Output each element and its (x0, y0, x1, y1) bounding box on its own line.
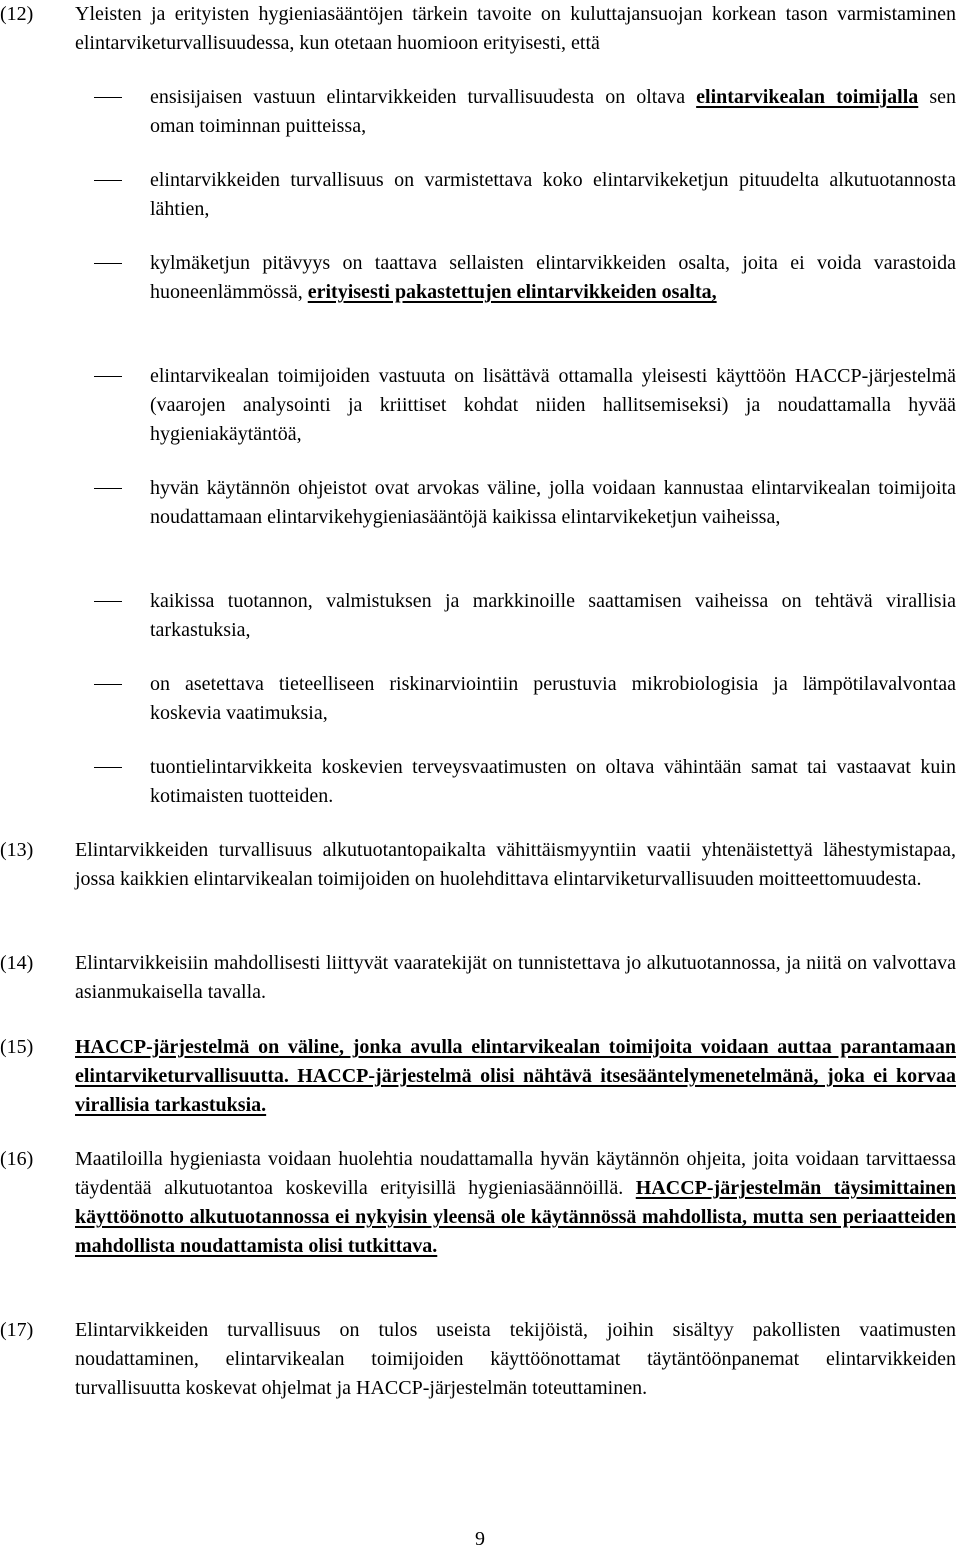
dash-icon (94, 376, 122, 377)
bullet-text-plain: sen oman toiminnan puitteissa, (150, 86, 956, 137)
bullet-text-plain: ensisijaisen vastuun elintarvikkeiden turvallisuudesta on oltava (150, 86, 697, 108)
dash-icon (94, 488, 122, 489)
dash-icon (94, 263, 122, 264)
paragraph-14 (0, 949, 956, 1007)
bullet-text-emphasis: erityisesti pakastettujen elintarvikkeiden osalta, (307, 281, 717, 303)
bullet-text-emphasis: elintarvikealan toimijalla (696, 86, 919, 108)
bullet-item (0, 753, 956, 811)
paragraph-text: Yleisten ja erityisten hygieniasääntöjen tärkein tavoite on kuluttajansuojan korkean tason varmistaminen elintarviketurvallisuudessa, kun otetaan huomioon erityisesti, että (75, 3, 956, 54)
bullet-text-plain: kaikissa tuotannon, valmistuksen ja markkinoille saattamisen vaiheissa on tehtävä virallisia tarkastuksia, (150, 590, 956, 641)
paragraph-12 (0, 0, 956, 58)
paragraph-text: Elintarvikkeiden turvallisuus on tulos useista tekijöistä, joihin sisältyy pakollisten vaatimusten noudattaminen, elintarvikealan toimijoiden käyttöönottamat täytäntöönpanemat elintarvikkeiden turvallisuutta koskevat ohjelmat ja HACCP-järjestelmän toteuttaminen. (75, 1319, 956, 1399)
paragraph-text (75, 1145, 956, 1261)
bullet-text (150, 670, 956, 728)
bullet-item (0, 587, 956, 645)
bullet-item (0, 670, 956, 728)
paragraph-17 (0, 1316, 956, 1403)
page-number: 9 (475, 1528, 485, 1550)
bullet-text (150, 166, 956, 224)
bullet-item (0, 362, 956, 449)
paragraph-text-plain: Maatiloilla hygieniasta voidaan huolehtia noudattamalla hyvän käytännön ohjeita, joita voidaan tarvittaessa täydentää alkutuotantoa koskevilla erityisillä hygieniasäännöillä. (75, 1148, 956, 1199)
bullet-item (0, 83, 956, 141)
bullet-text (150, 587, 956, 645)
paragraph-text-emphasis: HACCP-järjestelmä on väline, jonka avulla elintarvikealan toimijoita voidaan auttaa parantamaan elintarviketurvallisuutta. HACCP-järjestelmä olisi nähtävä itsesääntelymenetelmänä, joka ei korvaa virallisia tarkastuksia. (75, 1036, 956, 1116)
bullet-text-plain: hyvän käytännön ohjeistot ovat arvokas väline, jolla voidaan kannustaa elintarvikealan toimijoita noudattamaan elintarvikehygieniasääntöjä kaikissa elintarvikeketjun vaiheissa, (150, 477, 956, 528)
bullet-text-plain: elintarvikealan toimijoiden vastuuta on lisättävä ottamalla yleisesti käyttöön HACCP-järjestelmä (vaarojen analysointi ja kriittiset kohdat niiden hallitsemiseksi) ja noudattamalla hyvää hygieniakäytäntöä, (150, 365, 956, 445)
dash-icon (94, 767, 122, 768)
paragraph-text: Elintarvikkeiden turvallisuus alkutuotantopaikalta vähittäismyyntiin vaatii yhtenäistettyä lähestymistapaa, jossa kaikkien elintarvikealan toimijoiden on huolehdittava elintarviketurvallisuuden moitteettomuudesta. (75, 839, 956, 890)
bullet-text (150, 83, 956, 141)
paragraph-16 (0, 1145, 956, 1261)
dash-icon (94, 180, 122, 181)
paragraph-text (75, 1033, 956, 1120)
bullet-text-plain: kylmäketjun pitävyys on taattava sellaisten elintarvikkeiden osalta, joita ei voida varastoida huoneenlämmössä, (150, 252, 956, 303)
paragraph-text: Elintarvikkeisiin mahdollisesti liittyvät vaaratekijät on tunnistettava jo alkutuotannossa, ja niitä on valvottava asianmukaisella tavalla. (75, 952, 956, 1003)
bullet-text-plain: elintarvikkeiden turvallisuus on varmistettava koko elintarvikeketjun pituudelta alkutuotannosta lähtien, (150, 169, 956, 220)
paragraph-15 (0, 1033, 956, 1120)
paragraph-number: (16) (0, 1148, 34, 1170)
paragraph-number: (13) (0, 839, 34, 861)
dash-icon (94, 97, 122, 98)
bullet-text (150, 249, 956, 307)
bullet-text-plain: on asetettava tieteelliseen riskinarviointiin perustuvia mikrobiologisia ja lämpötilavalvontaa koskevia vaatimuksia, (150, 673, 956, 724)
paragraph-number: (17) (0, 1319, 34, 1341)
bullet-text (150, 474, 956, 532)
bullet-item (0, 474, 956, 532)
paragraph-number: (15) (0, 1036, 34, 1058)
dash-icon (94, 684, 122, 685)
bullet-item (0, 249, 956, 307)
paragraph-13 (0, 836, 956, 894)
bullet-item (0, 166, 956, 224)
paragraph-text-emphasis: HACCP-järjestelmän täysimittainen käyttöönotto alkutuotannossa ei nykyisin yleensä ole käytännössä mahdollista, mutta sen periaatteiden mahdollista noudattamista olisi tutkittava. (75, 1177, 956, 1257)
bullet-text (150, 753, 956, 811)
bullet-text-plain: tuontielintarvikkeita koskevien terveysvaatimusten on oltava vähintään samat tai vastaavat kuin kotimaisten tuotteiden. (150, 756, 956, 807)
paragraph-number: (12) (0, 3, 34, 25)
bullet-text (150, 362, 956, 449)
paragraph-number: (14) (0, 952, 34, 974)
dash-icon (94, 601, 122, 602)
